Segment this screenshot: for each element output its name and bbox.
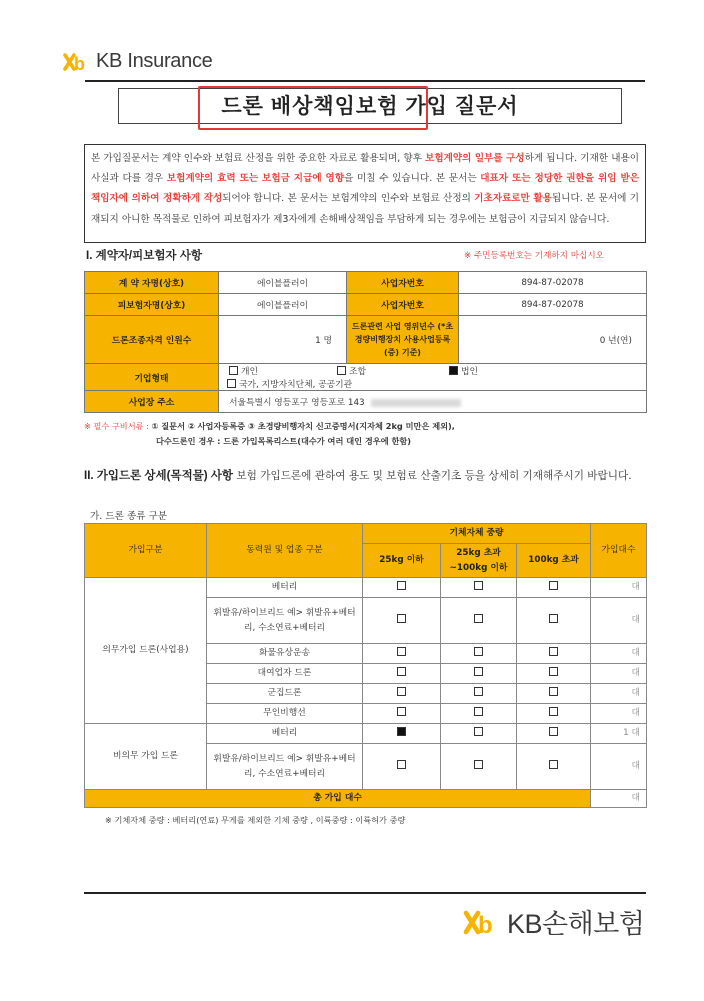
power-type-label: 베터리	[207, 578, 363, 598]
divider	[85, 80, 645, 82]
total-label: 총 가입 대수	[85, 790, 591, 808]
required-docs-prefix: ※ 필수 구비서류 :	[84, 421, 152, 431]
type-gov-option[interactable]: 국가, 지방자치단체, 공공기관	[219, 377, 352, 390]
checkbox-icon[interactable]	[549, 667, 558, 676]
page-title: 드론 배상책임보험 가입 질문서	[221, 95, 519, 118]
years-label: 드론관련 사업 영위년수 (*초경량비행장치 사용사업등록(증) 기준)	[347, 316, 459, 364]
kb-star-icon	[62, 51, 92, 73]
section2-header	[84, 466, 646, 486]
checkbox-icon[interactable]	[549, 707, 558, 716]
intro-box	[84, 144, 646, 243]
weight-checkbox-cell[interactable]	[441, 724, 517, 744]
count-cell[interactable]: 대	[591, 598, 647, 644]
weight-checkbox-cell[interactable]	[441, 704, 517, 724]
intro-text: 됩니다. 본 문서에 기재되지 아니한 목적물로 인하여 피보험자가 제3자에게 손해배상책임을 부담하게 되는 경우에는 보험금이 지급되지 않습니다.	[91, 193, 640, 225]
checkbox-icon[interactable]	[474, 667, 483, 676]
subsection-title: 가. 드론 종류 구분	[90, 511, 168, 522]
power-type-label: 군집드론	[207, 684, 363, 704]
count-cell[interactable]: 대	[591, 744, 647, 790]
type-corp-option[interactable]: 법인	[429, 364, 531, 377]
checkbox-checked-icon[interactable]	[449, 366, 458, 375]
pilots-value[interactable]: 1 명	[219, 316, 347, 364]
weight-checkbox-cell[interactable]	[363, 664, 441, 684]
checkbox-icon[interactable]	[549, 647, 558, 656]
weight-checkbox-cell[interactable]	[517, 684, 591, 704]
biz-no-label: 사업자번호	[347, 294, 459, 316]
checkbox-icon[interactable]	[337, 366, 346, 375]
intro-emphasis: 보험계약의 일부를 구성	[425, 153, 525, 164]
power-type-label: 대여업자 드론	[207, 664, 363, 684]
svg-text:b: b	[74, 53, 85, 73]
power-type-label: 무인비행선	[207, 704, 363, 724]
checkbox-icon[interactable]	[549, 687, 558, 696]
redacted-address	[371, 399, 461, 407]
kb-star-icon	[462, 907, 502, 937]
weight-checkbox-cell[interactable]	[517, 724, 591, 744]
pilots-label: 드론조종자격 인원수	[85, 316, 219, 364]
divider	[84, 892, 646, 894]
company-type-options	[219, 364, 647, 391]
weight-checkbox-cell[interactable]	[441, 578, 517, 598]
required-docs-line1: ① 질문서 ② 사업자등록증 ③ 초경량비행자치 신고증명서(지자체 2kg 미만은 제외),	[151, 421, 455, 431]
count-cell[interactable]: 대	[591, 684, 647, 704]
intro-text: 되어야 합니다. 본 문서는 보험계약의 인수와 보험료 산정의	[222, 193, 475, 205]
biz-no-value[interactable]: 894-87-02078	[459, 294, 647, 316]
group-label: 비의무 가입 드론	[85, 724, 207, 790]
h-category: 가입구분	[85, 524, 207, 578]
biz-no-label: 사업자번호	[347, 272, 459, 294]
checkbox-icon[interactable]	[549, 581, 558, 590]
svg-text:b: b	[478, 911, 493, 937]
checkbox-icon[interactable]	[397, 667, 406, 676]
count-cell[interactable]: 대	[591, 644, 647, 664]
power-type-label: 휘발유/하이브리드 예> 휘발유+베터리, 수소연료+베터리	[207, 744, 363, 790]
checkbox-icon[interactable]	[474, 707, 483, 716]
insured-value[interactable]: 에이블플러이	[219, 294, 347, 316]
count-cell[interactable]: 대	[591, 578, 647, 598]
weight-checkbox-cell[interactable]	[517, 578, 591, 598]
weight-checkbox-cell[interactable]	[441, 598, 517, 644]
checkbox-icon[interactable]	[397, 707, 406, 716]
kb-header-logo	[62, 50, 212, 73]
table-row	[85, 578, 647, 598]
group-label: 의무가입 드론(사업용)	[85, 578, 207, 724]
contractor-label: 계 약 자명(상호)	[85, 272, 219, 294]
checkbox-icon[interactable]	[474, 727, 483, 736]
type-union-option[interactable]: 조합	[321, 364, 429, 377]
h-w3: 100kg 초과	[517, 544, 591, 578]
weight-checkbox-cell[interactable]	[363, 578, 441, 598]
checkbox-checked-icon[interactable]	[397, 727, 406, 736]
checkbox-icon[interactable]	[397, 687, 406, 696]
checkbox-icon[interactable]	[474, 760, 483, 769]
count-cell[interactable]: 대	[591, 664, 647, 684]
checkbox-icon[interactable]	[549, 727, 558, 736]
weight-checkbox-cell[interactable]	[517, 704, 591, 724]
weight-checkbox-cell[interactable]	[517, 664, 591, 684]
checkbox-icon[interactable]	[227, 379, 236, 388]
h-w2: 25kg 초과 ~100kg 이하	[441, 544, 517, 578]
section2-title: II. 가입드론 상세(목적물) 사항	[84, 470, 234, 482]
checkbox-icon[interactable]	[397, 760, 406, 769]
footer-brand-name: KB손해보험	[507, 909, 645, 939]
intro-emphasis: 대표자 또는 정당한 권한을 위임 받은 책임자에 의하여 정확하게 작성	[91, 173, 639, 205]
weight-checkbox-cell[interactable]	[441, 684, 517, 704]
power-type-label: 화물유상운송	[207, 644, 363, 664]
address-label: 사업장 주소	[85, 391, 219, 413]
checkbox-icon[interactable]	[549, 760, 558, 769]
company-type-label: 기업형태	[85, 364, 219, 391]
notice-text: ※ 주민등록번호는 기재하지 마십시오	[464, 251, 604, 261]
drone-table	[84, 523, 647, 808]
count-cell[interactable]: 대	[591, 704, 647, 724]
type-individual-option[interactable]: 개인	[219, 364, 321, 377]
required-docs-line2: 다수드론인 경우 : 드론 가입목록리스트(대수가 여러 대인 경우에 한함)	[156, 436, 412, 446]
weight-checkbox-cell[interactable]	[363, 744, 441, 790]
brand-name: KB Insurance	[96, 50, 213, 72]
checkbox-icon[interactable]	[474, 581, 483, 590]
kb-footer-logo	[462, 902, 644, 941]
checkbox-icon[interactable]	[549, 614, 558, 623]
required-docs	[84, 419, 455, 449]
total-value[interactable]: 대	[591, 790, 647, 808]
weight-checkbox-cell[interactable]	[517, 598, 591, 644]
checkbox-icon[interactable]	[229, 366, 238, 375]
biz-no-value[interactable]: 894-87-02078	[459, 272, 647, 294]
checkbox-icon[interactable]	[474, 614, 483, 623]
weight-checkbox-cell[interactable]	[441, 644, 517, 664]
weight-checkbox-cell[interactable]	[363, 684, 441, 704]
weight-checkbox-cell[interactable]	[363, 598, 441, 644]
drone-rows	[85, 578, 647, 790]
section2-desc: 보험 가입드론에 관하여 용도 및 보험료 산출기초 등을 상세히 기재해주시기 바랍니다.	[233, 470, 632, 482]
weight-footnote: ※ 기체자체 중량 : 베터리(연료) 무게를 제외한 기체 중량 , 이륙중량 : 이륙허가 중량	[105, 815, 406, 825]
address-field[interactable]	[219, 391, 647, 413]
contractor-table	[84, 271, 647, 413]
title-highlight-annotation	[198, 86, 428, 130]
intro-text: 본 가입질문서는 계약 인수와 보험료 산정을 위한 중요한 자료로 활용되며, 향후	[91, 153, 426, 164]
intro-text: 하게 됩니다. 기재한 내용이 사실과 다를 경우	[91, 153, 639, 185]
contractor-value[interactable]: 에이블플러이	[219, 272, 347, 294]
checkbox-icon[interactable]	[474, 687, 483, 696]
h-weight: 기체자체 중량	[363, 524, 591, 544]
intro-emphasis: 보험계약의 효력 또는 보험금 지급에 영향	[166, 173, 345, 185]
checkbox-icon[interactable]	[397, 647, 406, 656]
intro-text: 을 미칠 수 있습니다. 본 문서는	[344, 173, 481, 185]
weight-checkbox-cell[interactable]	[517, 644, 591, 664]
checkbox-icon[interactable]	[474, 647, 483, 656]
weight-checkbox-cell[interactable]	[363, 724, 441, 744]
weight-checkbox-cell[interactable]	[441, 744, 517, 790]
h-count: 가입대수	[591, 524, 647, 578]
weight-checkbox-cell[interactable]	[363, 704, 441, 724]
weight-checkbox-cell[interactable]	[517, 744, 591, 790]
power-type-label: 베터리	[207, 724, 363, 744]
table-row	[85, 724, 647, 744]
checkbox-icon[interactable]	[397, 581, 406, 590]
years-value[interactable]: 0 년(연)	[459, 316, 647, 364]
power-type-label: 휘발유/하이브리드 예> 휘발유+베터리, 수소연료+베터리	[207, 598, 363, 644]
intro-emphasis: 기초자료로만 활용	[474, 193, 552, 205]
count-cell[interactable]: 1 대	[591, 724, 647, 744]
section1-title: I. 계약자/피보험자 사항	[86, 250, 202, 262]
insured-label: 피보험자명(상호)	[85, 294, 219, 316]
h-w1: 25kg 이하	[363, 544, 441, 578]
address-value: 서울특별시 영등포구 영등포로 143	[229, 398, 365, 408]
checkbox-icon[interactable]	[397, 614, 406, 623]
weight-checkbox-cell[interactable]	[441, 664, 517, 684]
weight-checkbox-cell[interactable]	[363, 644, 441, 664]
h-power: 동력원 및 업종 구분	[207, 524, 363, 578]
